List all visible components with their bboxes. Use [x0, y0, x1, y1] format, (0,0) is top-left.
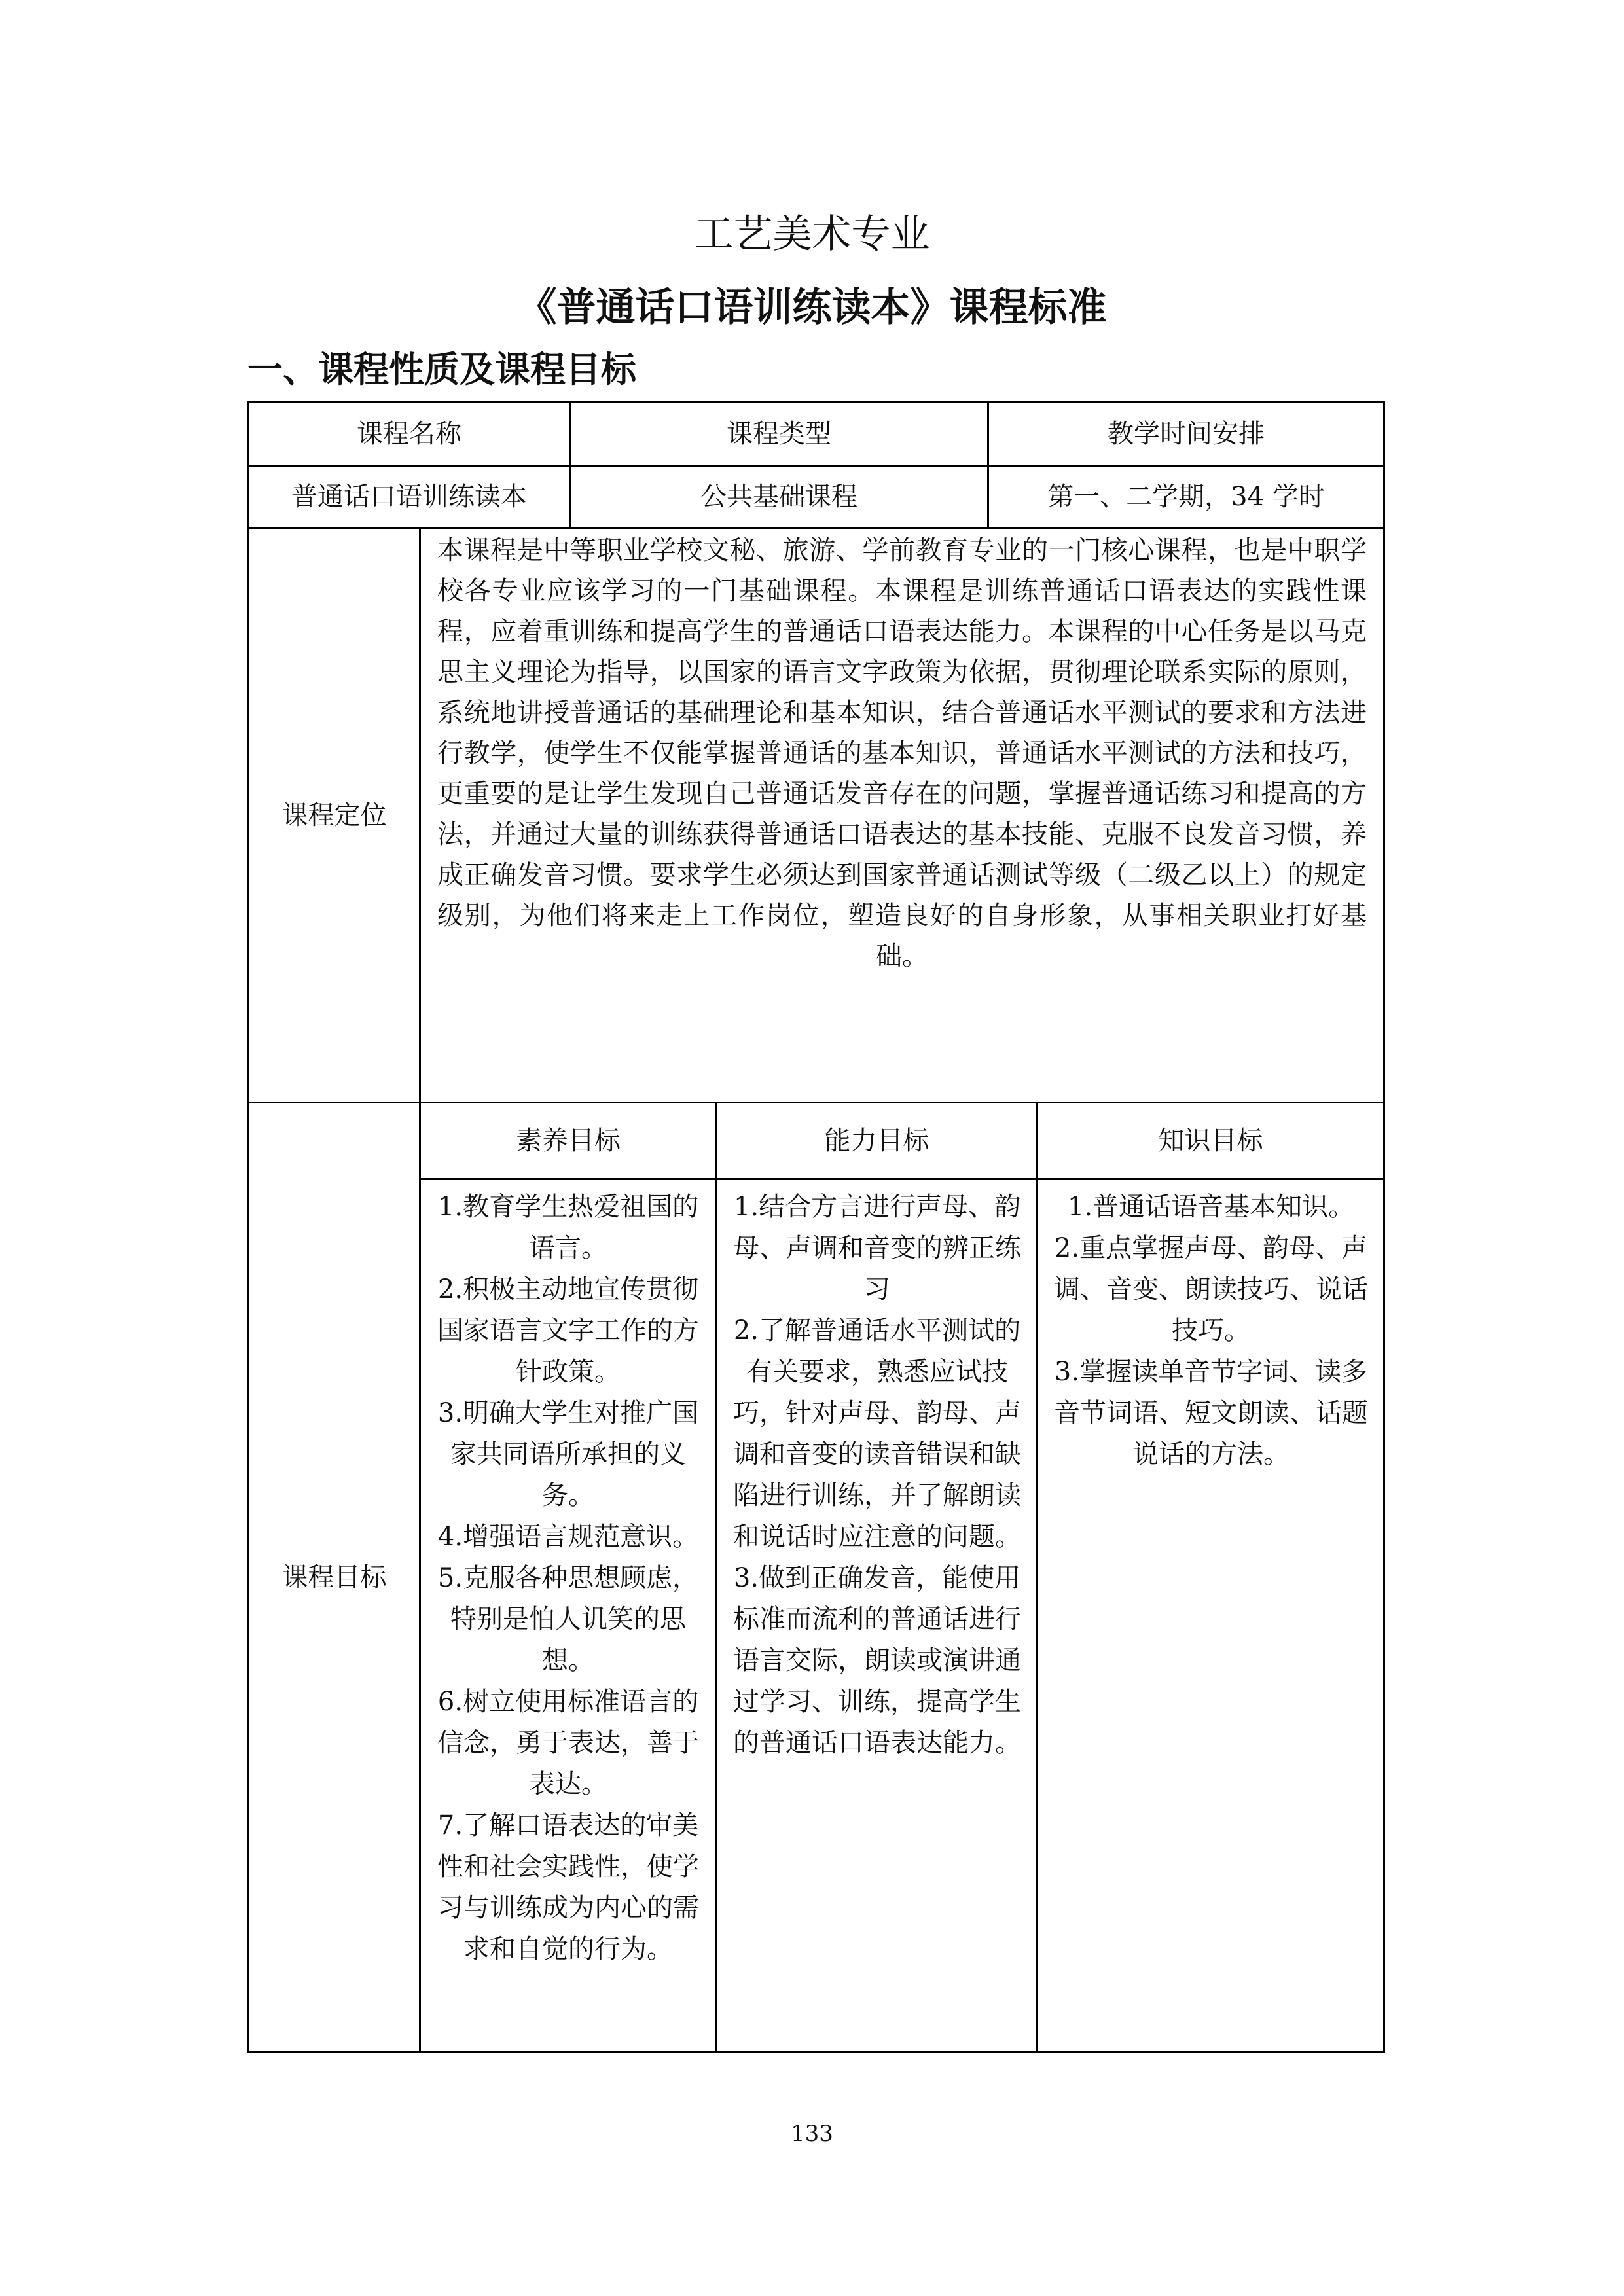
list-item: 5.克服各种思想顾虑，特别是怕人讥笑的思想。 — [437, 1563, 699, 1676]
header-schedule: 教学时间安排 — [1108, 419, 1265, 449]
list-item: 1.教育学生热爱祖国的语言。 — [437, 1192, 699, 1263]
list-item: 6.树立使用标准语言的信念，勇于表达，善于表达。 — [437, 1687, 699, 1799]
course-name-value: 普通话口语训练读本 — [291, 482, 527, 512]
list-item: 2.了解普通话水平测试的有关要求，熟悉应试技巧，针对声母、韵母、声调和音变的读音错误和缺陷进行训练，并了解朗读和说话时应注意的问题。 — [733, 1316, 1021, 1552]
knowledge-goals-list — [1047, 1187, 1375, 1475]
list-item: 1.结合方言进行声母、韵母、声调和音变的辨正练习 — [733, 1192, 1021, 1304]
list-item: 3.明确大学生对推广国家共同语所承担的义务。 — [437, 1398, 699, 1511]
header-course-name: 课程名称 — [357, 419, 461, 449]
list-item: 2.重点掌握声母、韵母、声调、音变、朗读技巧、说话技巧。 — [1054, 1233, 1368, 1346]
major-title: 工艺美术专业 — [694, 211, 930, 257]
literacy-goals-header: 素养目标 — [516, 1126, 621, 1156]
positioning-text: 本课程是中等职业学校文秘、旅游、学前教育专业的一门核心课程，也是中职学校各专业应该学习的一门基础课程。本课程是训练普通话口语表达的实践性课程，应着重训练和提高学生的普通话口语表达能力。本课程的中心任务是以马克思主义理论为指导，以国家的语言文字政策为依据，贯彻理论联系实际的原则，系统地讲授普通话的基础理论和基本知识，结合普通话水平测试的要求和方法进行教学，使学生不仅能掌握普通话的基本知识，普通话水平测试的方法和技巧，更重要的是让学生发现自己普通话发音存在的问题，掌握普通话练习和提高的方法，并通过大量的训练获得普通话口语表达的基本技能、克服不良发音习惯，养成正确发音习惯。要求学生必须达到国家普通话测试等级（二级乙以上）的规定级别，为他们将来走上工作岗位，塑造良好的自身形象，从事相关职业打好基础。 — [437, 535, 1367, 971]
page-number: 133 — [791, 2121, 833, 2147]
list-item: 3.掌握读单音节字词、读多音节词语、短文朗读、话题说话的方法。 — [1054, 1357, 1368, 1469]
schedule-value: 第一、二学期，34 学时 — [1047, 482, 1325, 512]
course-type-value: 公共基础课程 — [700, 482, 857, 512]
list-item: 1.普通话语音基本知识。 — [1067, 1192, 1355, 1222]
knowledge-goals-header: 知识目标 — [1158, 1126, 1263, 1156]
goals-label: 课程目标 — [281, 1562, 387, 1592]
list-item: 2.积极主动地宣传贯彻国家语言文字工作的方针政策。 — [437, 1274, 699, 1387]
list-item: 4.增强语言规范意识。 — [437, 1522, 699, 1552]
ability-goals-header: 能力目标 — [824, 1126, 929, 1156]
course-standard-title: 《普通话口语训练读本》课程标准 — [517, 285, 1107, 331]
section-heading: 一、课程性质及课程目标 — [247, 349, 636, 390]
list-item: 7.了解口语表达的审美性和社会实践性，使学习与训练成为内心的需求和自觉的行为。 — [437, 1810, 699, 1964]
header-course-type: 课程类型 — [727, 419, 831, 449]
ability-goals-list — [727, 1187, 1028, 1764]
literacy-goals-list — [431, 1187, 706, 1970]
positioning-label: 课程定位 — [281, 800, 387, 831]
list-item: 3.做到正确发音，能使用标准而流利的普通话进行语言交际，朗读或演讲通过学习、训练，提高学生的普通话口语表达能力。 — [733, 1563, 1021, 1758]
